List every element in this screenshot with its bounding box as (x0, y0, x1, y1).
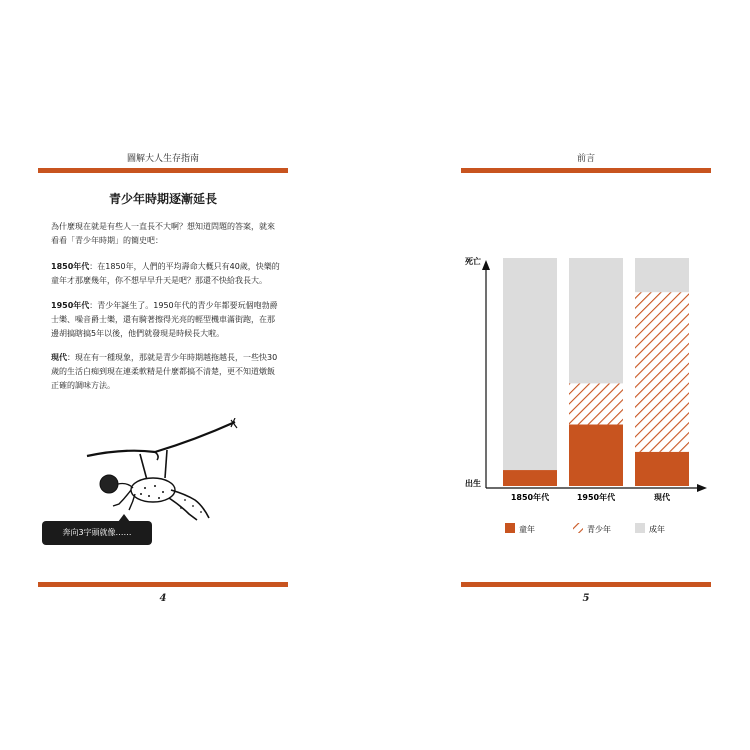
paragraph-present (51, 351, 281, 393)
page-number-left: 4 (159, 593, 167, 604)
text-present: ：現在有一種現象，那就是青少年時期越拖越長，一些快30歲的生活白痴到現在連柔軟精是什麼都搞不清楚，更不知道燉飯正確的調味方法。 (51, 353, 278, 390)
label-1850: 1850年代 (51, 262, 90, 271)
running-head-right: 前言 (576, 154, 595, 164)
caption-text: 奔向3字頭就像…… (62, 528, 132, 537)
bar-segment-成年-2 (635, 258, 689, 292)
paragraph-1950 (51, 299, 281, 341)
legend-label-成年: 成年 (649, 525, 665, 534)
intro-text: 為什麼現在就是有些人一直長不大啊？想知道問題的答案，就來看看「青少年時期」的簡史吧： (51, 222, 275, 245)
legend-swatch-成年 (635, 523, 645, 533)
bar-segment-青少年-2 (635, 292, 689, 452)
legend-swatch-童年 (505, 523, 515, 533)
page-number-right: 5 (582, 593, 590, 604)
running-head-left: 圖解大人生存指南 (126, 154, 199, 164)
caption-bubble (42, 521, 152, 545)
footer-rule-left (38, 582, 288, 587)
legend-swatch-青少年 (573, 523, 583, 533)
y-bottom-label: 出生 (465, 479, 481, 488)
x-tick-label-0: 1850年代 (510, 493, 550, 502)
section-title: 青少年時期逐漸延長 (108, 192, 217, 206)
header-rule-left (38, 168, 288, 173)
text-1950: ：青少年誕生了。1950年代的青少年都要玩個咆勃爵士樂、噪音爵士樂，還有騎著擦得光亮的輕型機車滿街跑，在那邊胡搞瞎搞5年以後，他們就發現是時候長大啦。 (51, 301, 278, 338)
y-axis-arrow (482, 260, 490, 270)
label-present: 現代 (51, 353, 67, 362)
life-stage-chart (455, 250, 725, 550)
footer-rule-right (461, 582, 711, 587)
chart-legend (505, 523, 665, 534)
bar-segment-童年-0 (503, 470, 557, 486)
legend-label-青少年: 青少年 (587, 525, 611, 534)
x-tick-labels (511, 492, 671, 502)
x-tick-label-1: 1950年代 (576, 493, 616, 502)
x-axis-arrow (697, 484, 707, 492)
text-1850: ：在1850年，人們的平均壽命大概只有40歲，快樂的童年才那麼幾年，你不想早早升天是吧？那還不快給我長大。 (51, 262, 280, 285)
bar-segment-童年-1 (569, 424, 623, 486)
label-1950: 1950年代 (51, 301, 90, 310)
bar-segment-青少年-1 (569, 383, 623, 424)
legend-label-童年: 童年 (519, 525, 535, 534)
intro-paragraph (51, 220, 281, 248)
bar-segment-成年-1 (569, 258, 623, 383)
hanging-figure-illustration (85, 418, 245, 528)
bar-segment-成年-0 (503, 258, 557, 470)
x-tick-label-2: 現代 (654, 493, 670, 502)
bar-segment-童年-2 (635, 452, 689, 486)
chart-bars (503, 258, 689, 486)
paragraph-1850 (51, 260, 281, 288)
y-top-label: 死亡 (465, 257, 481, 266)
header-rule-right (461, 168, 711, 173)
